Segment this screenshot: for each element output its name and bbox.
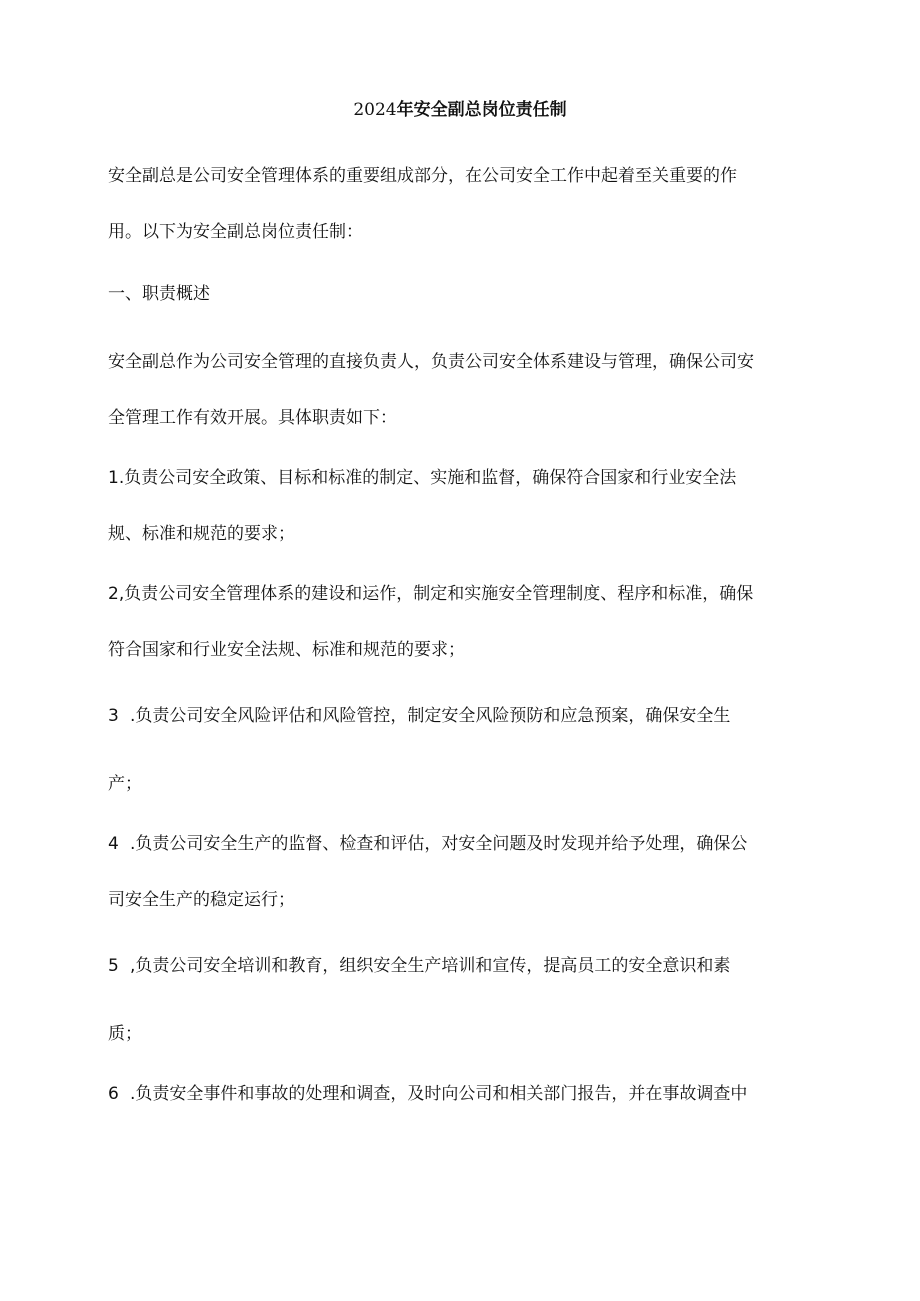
item-line-1: .负责公司安全风险评估和风险管控，制定安全风险预防和应急预案，确保安全生 (130, 706, 731, 726)
item-line-2: 规、标准和规范的要求； (108, 524, 295, 544)
item-line-2: 产； (108, 774, 142, 794)
section1-heading: 一、职责概述 (108, 284, 210, 304)
list-item (108, 938, 820, 1062)
page-title (0, 96, 920, 124)
list-item (108, 816, 820, 928)
section-heading (108, 266, 820, 322)
item-number: 4 (108, 834, 119, 854)
item-line-1: 负责公司安全政策、目标和标准的制定、实施和监督，确保符合国家和行业安全法 (124, 468, 737, 488)
item-number: 5 (108, 956, 119, 976)
list-item (108, 566, 820, 678)
overview-line-2: 全管理工作有效开展。具体职责如下： (108, 408, 397, 428)
item-line-2: 司安全生产的稳定运行； (108, 890, 295, 910)
intro-paragraph (108, 148, 820, 260)
item-line-1: .负责安全事件和事故的处理和调查，及时向公司和相关部门报告，并在事故调查中 (130, 1084, 748, 1104)
title-year: 2024 (353, 100, 397, 120)
overview-line-1: 安全副总作为公司安全管理的直接负责人，负责公司安全体系建设与管理，确保公司安 (108, 352, 754, 372)
item-line-2: 符合国家和行业安全法规、标准和规范的要求； (108, 640, 465, 660)
item-number: 2, (108, 584, 125, 604)
intro-line-1: 安全副总是公司安全管理体系的重要组成部分，在公司安全工作中起着至关重要的作 (108, 166, 737, 186)
overview-paragraph (108, 334, 820, 446)
list-item (108, 688, 820, 812)
item-line-1: ,负责公司安全培训和教育，组织安全生产培训和宣传，提高员工的安全意识和素 (130, 956, 731, 976)
item-line-1: 负责公司安全管理体系的建设和运作，制定和实施安全管理制度、程序和标准，确保 (124, 584, 754, 604)
item-number: 1. (108, 468, 125, 488)
title-text: 年安全副总岗位责任制 (396, 100, 567, 120)
item-number: 6 (108, 1084, 119, 1104)
list-item (108, 1066, 820, 1122)
item-line-1: .负责公司安全生产的监督、检查和评估，对安全问题及时发现并给予处理，确保公 (130, 834, 748, 854)
intro-line-2: 用。以下为安全副总岗位责任制： (108, 222, 363, 242)
list-item (108, 450, 820, 562)
item-number: 3 (108, 706, 119, 726)
item-line-2: 质； (108, 1024, 142, 1044)
